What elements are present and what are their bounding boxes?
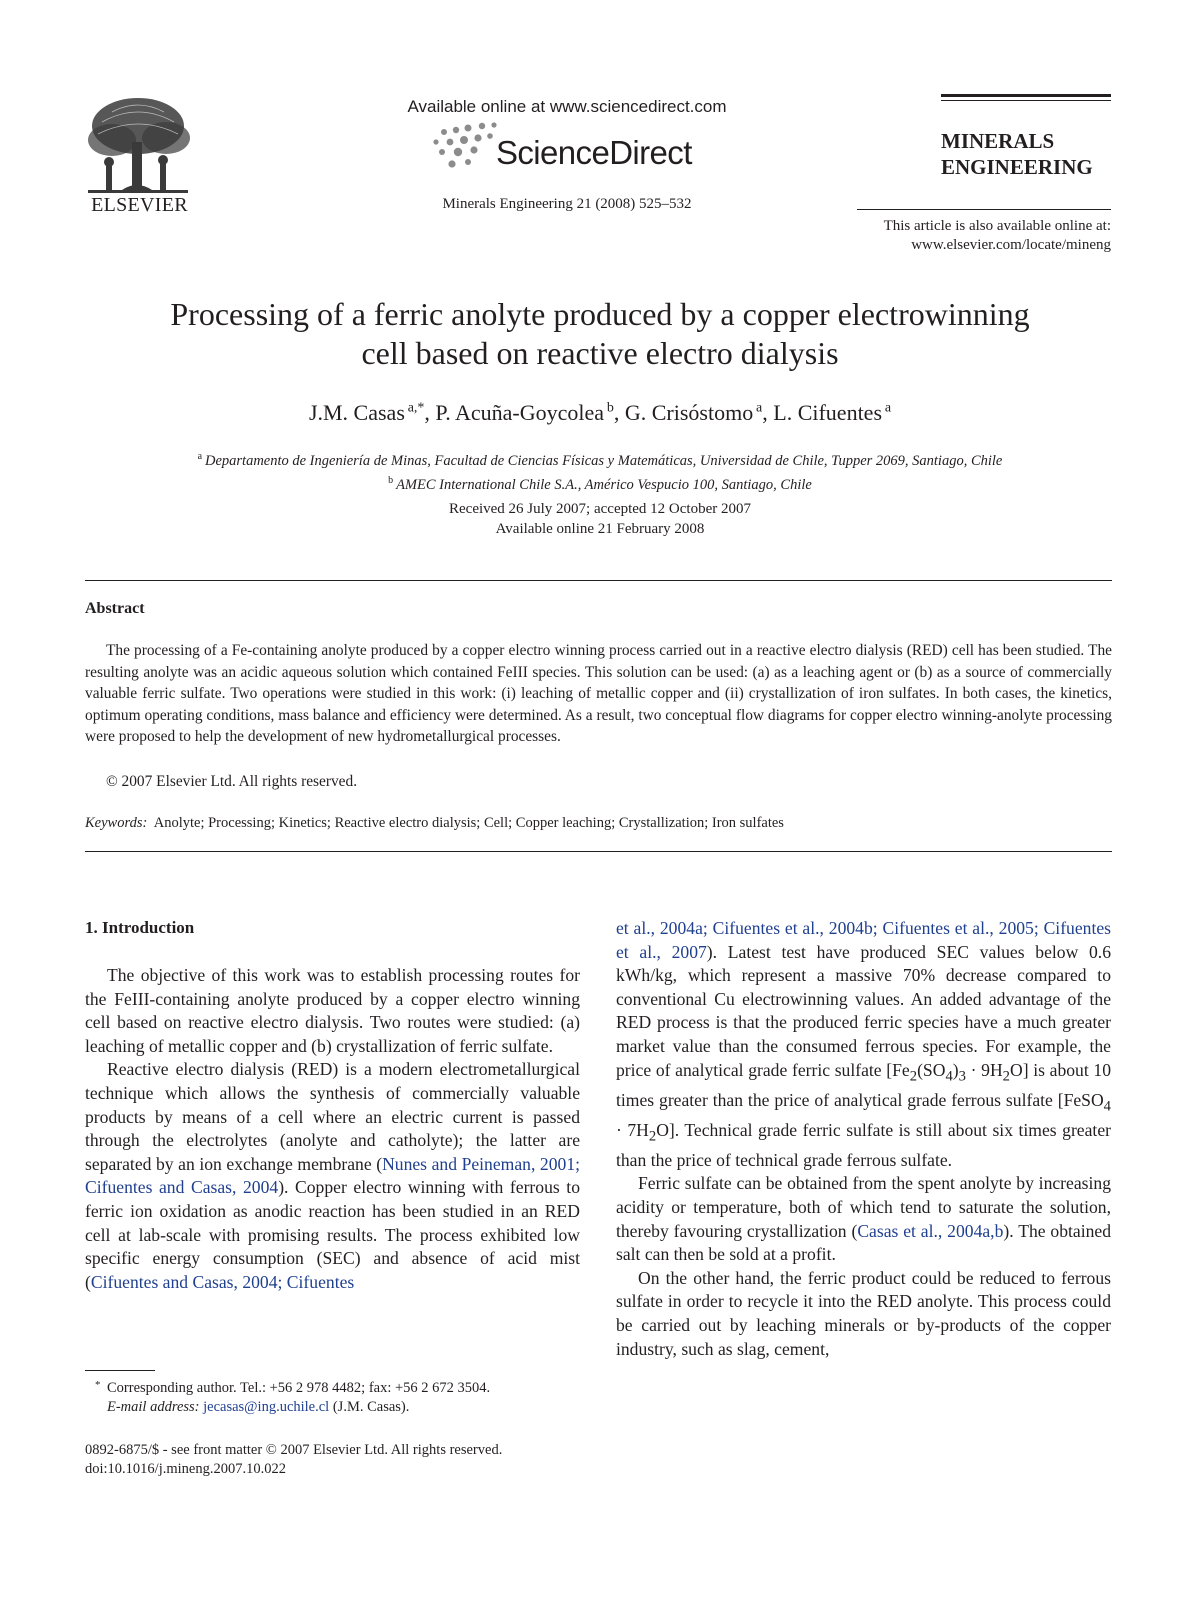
subscript: 4	[1103, 1098, 1111, 1115]
email-label: E-mail address:	[107, 1399, 200, 1415]
affiliation-a-text: Departamento de Ingeniería de Minas, Facultad de Ciencias Físicas y Matemáticas, Universidad de Chile, Tupper 2069, Santiago, Chile	[204, 452, 1003, 469]
abstract-heading: Abstract	[85, 600, 145, 617]
sciencedirect-wordmark: ScienceDirect	[496, 134, 692, 171]
citation-link[interactable]: Nunes and Peineman, 2001; Cifuentes and Casas, 2004	[85, 1153, 581, 1198]
affiliations	[60, 447, 1140, 495]
footnote-email	[85, 1398, 580, 1417]
affiliation-b-text: AMEC International Chile S.A., Américo Vespucio 100, Santiago, Chile	[396, 476, 812, 493]
abstract-copyright: © 2007 Elsevier Ltd. All rights reserved.	[106, 773, 358, 790]
abstract-text: The processing of a Fe-containing anolyte produced by a copper electro winning process carried out in a reactive electro dialysis (RED) cell has been studied. The resulting anolyte was an acidic aqueous solution which contained FeIII species. This solution can be used: (a) as a leaching agent or (b) as a source of commercially valuable ferric sulfate. Two operations were studied in this work: (i) leaching of metallic copper and (ii) crystallization of iron sulfates. In both cases, the kinetics, optimum operating conditions, mass balance and efficiency were determined. As a result, two conceptual flow diagrams for copper electro winning-anolyte processing were proposed to help the development of new hydrometallurgical processes.	[85, 642, 1112, 745]
online-date: Available online 21 February 2008	[495, 521, 705, 537]
paragraph-text: ). The obtained salt can then be sold at a profit.	[616, 1220, 1112, 1265]
citation-link[interactable]: et al., 2004a; Cifuentes et al., 2004b; Cifuentes et al., 2005; Cifuentes et al., 2007	[616, 918, 1111, 962]
citation-link[interactable]: Cifuentes and Casas, 2004; Cifuentes	[90, 1271, 355, 1292]
author-affiliation-mark[interactable]: a	[756, 400, 763, 416]
keywords	[85, 815, 1112, 832]
footnote-rule	[85, 1370, 155, 1371]
intro-paragraph-4: On the other hand, the ferric product could be reduced to ferrous sulfate in order to recycle it into the RED anolyte. This process could be carried out by leaching minerals or by-products of the copper industry, such as slag, cement,	[616, 1267, 1111, 1359]
paragraph-text: Reactive electro dialysis (RED) is a modern electrometallurgical technique which allows the synthesis of commercially valuable products by means of a cell where an electric current is passed through the electrolytes (anolyte and catholyte); the latter are separated by an ion exchange membrane (	[85, 1059, 580, 1174]
citation-link[interactable]: Casas et al., 2004a,b	[857, 1220, 1004, 1241]
subscript: 2	[648, 1128, 657, 1145]
affiliation-b: $^b$ AMEC International Chile S.A., Américo Vespucio 100, Santiago, Chile	[388, 474, 812, 493]
keywords-list: Anolyte; Processing; Kinetics; Reactive electro dialysis; Cell; Copper leaching; Crystallization; Iron sulfates	[153, 815, 784, 831]
title-line-1: Processing of a ferric anolyte produced by a copper electrowinning	[170, 296, 1030, 332]
intro-paragraph-3	[616, 1172, 1111, 1266]
header-rule-thin	[941, 100, 1111, 101]
paragraph-text: (SO	[917, 1059, 946, 1080]
paragraph-text: )	[952, 1059, 959, 1080]
subscript: 2	[909, 1068, 918, 1085]
abstract-bottom-rule	[85, 851, 1112, 852]
author-affiliation-mark[interactable]: a,*	[407, 400, 425, 416]
article-dates	[60, 499, 1140, 539]
issn-line: 0892-6875/$ - see front matter © 2007 Elsevier Ltd. All rights reserved.	[85, 1442, 503, 1458]
body-column-right	[616, 917, 1111, 1361]
online-availability-note	[840, 217, 1111, 255]
online-note-url[interactable]: www.elsevier.com/locate/mineng	[911, 237, 1111, 253]
affiliation-a: $^a$ Departamento de Ingeniería de Minas, Facultad de Ciencias Físicas y Matemáticas, Universidad de Chile, Tupper 2069, Santiago, Chile	[197, 451, 1003, 469]
author-list: J.M. Casas $^{a,*}$, P. Acuña-Goycolea $^b$, G. Crisóstomo $^a$, L. Cifuentes $^a$	[308, 400, 892, 425]
online-note-line-1: This article is also available online at:	[883, 218, 1111, 234]
author-name: J.M. Casas	[308, 400, 405, 425]
article-title	[60, 295, 1140, 373]
paragraph-text: · 7H	[616, 1119, 649, 1140]
author-affiliation-mark[interactable]: a	[884, 400, 892, 416]
author-name: P. Acuña-Goycolea	[435, 400, 605, 425]
intro-paragraph-1: The objective of this work was to establish processing routes for the FeIII-containing anolyte produced by a copper electro winning cell based on reactive electro dialysis. Two routes were studied: (a) leaching of metallic copper and (b) crystallization of ferric sulfate.	[85, 965, 580, 1056]
author-name: G. Crisóstomo	[624, 400, 754, 425]
intro-paragraph-2-continued	[616, 917, 1111, 1172]
journal-name-line-2: ENGINEERING	[941, 155, 1093, 179]
journal-name	[941, 128, 1116, 180]
section-heading-introduction: 1. Introduction	[85, 918, 195, 937]
paragraph-text: Ferric sulfate can be obtained from the spent anolyte by increasing acidity or temperature, both of which tend to saturate the solution, thereby favouring crystallization (	[616, 1173, 1111, 1241]
abstract-top-rule	[85, 580, 1112, 581]
subscript: 3	[958, 1068, 966, 1085]
footnote-contact	[85, 1379, 580, 1398]
author-name: L. Cifuentes	[773, 400, 883, 425]
front-matter	[85, 1441, 605, 1479]
subscript: 4	[945, 1068, 953, 1085]
received-date: Received 26 July 2007; accepted 12 October 2007	[449, 501, 751, 517]
header-rule-thick	[941, 94, 1111, 97]
body-column-left	[85, 964, 580, 1294]
paragraph-text: O]. Technical grade ferric sulfate is still about six times greater than the price of technical grade ferrous sulfate.	[616, 1119, 1111, 1170]
paragraph-text: ). Copper electro winning with ferrous to ferric ion oxidation as anodic reaction has been studied in an RED cell at lab-scale with promising results. The process exhibited low specific energy consumption (SEC) and absence of acid mist (	[85, 1177, 580, 1292]
publisher-name: ELSEVIER	[91, 194, 188, 216]
header-rule-online	[857, 209, 1111, 210]
corresponding-author-footnote	[85, 1379, 580, 1417]
journal-name-line-1: MINERALS	[941, 129, 1055, 153]
paragraph-text: O] is about 10 times greater than the price of analytical grade ferrous sulfate [FeSO	[616, 1059, 1111, 1110]
author-affiliation-mark[interactable]: b	[606, 400, 614, 416]
footnote-marker: *	[95, 1379, 101, 1391]
paragraph-text: · 9H	[965, 1059, 1003, 1080]
available-online-text[interactable]: Available online at www.sciencedirect.com	[407, 97, 727, 116]
email-link[interactable]: jecasas@ing.uchile.cl	[203, 1399, 330, 1415]
paragraph-text: ). Latest test have produced SEC values below 0.6 kWh/kg, which represent a massive 70% decrease compared to conventional Cu electrowinning values. An added advantage of the RED process is that the produced ferric species have a much greater market value than the consumed ferrous species. For example, the price of analytical grade ferric sulfate [Fe	[616, 941, 1111, 1080]
title-line-2: cell based on reactive electro dialysis	[361, 335, 839, 371]
keywords-label: Keywords:	[85, 815, 148, 831]
journal-reference: Minerals Engineering 21 (2008) 525–532	[442, 196, 692, 212]
footnote-text: Corresponding author. Tel.: +56 2 978 4482; fax: +56 2 672 3504.	[107, 1380, 491, 1396]
subscript: 2	[1002, 1068, 1010, 1085]
sciencedirect-dots-icon	[430, 122, 500, 170]
doi-line[interactable]: doi:10.1016/j.mineng.2007.10.022	[85, 1461, 286, 1477]
email-owner: (J.M. Casas).	[332, 1399, 410, 1415]
intro-paragraph-2	[85, 1058, 580, 1294]
